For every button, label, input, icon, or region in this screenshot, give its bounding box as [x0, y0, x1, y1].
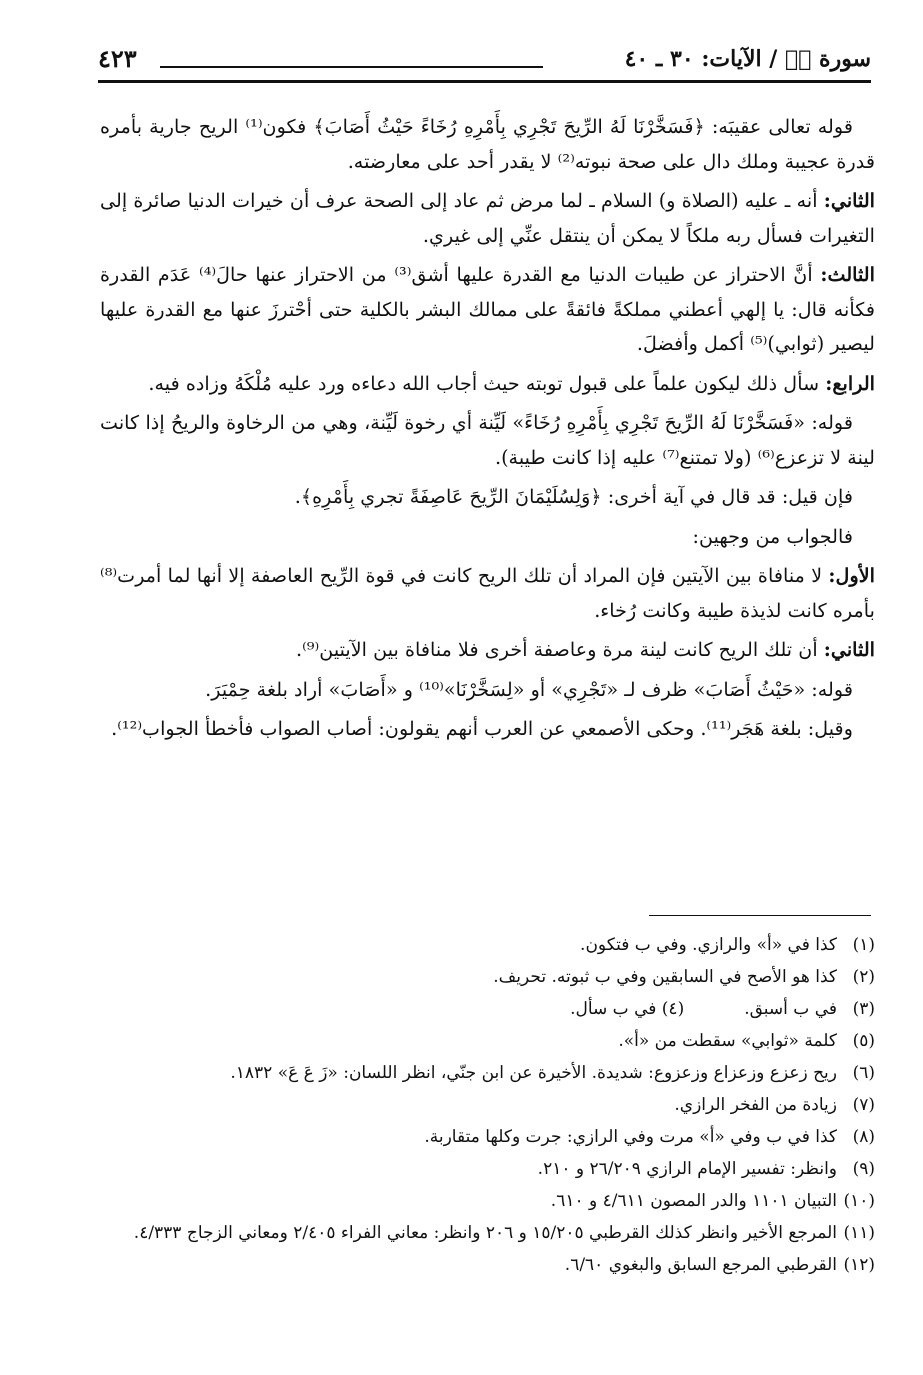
footnote: (٣) في ب أسبق. (٤) في ب سأل.: [570, 999, 875, 1019]
footnote: (١٠) التبيان ١١٠١ والدر المصون ٤/٦١١ و ٦١٠.: [550, 1191, 875, 1211]
paragraph: الثاني: أن تلك الريح كانت لينة مرة وعاصفة أخرى فلا منافاة بين الآيتين⁽⁹⁾.: [295, 638, 875, 661]
paragraph: قوله: «حَيْثُ أَصَابَ» ظرف لـ «تَجْرِي» أو «لِسَخَّرْنَا»⁽¹⁰⁾ و «أَصَابَ» أراد بلغة حِمْيَرَ.: [205, 677, 853, 701]
header-rule: [160, 66, 543, 68]
paragraph: قوله تعالى عقيبَه: ﴿فَسَخَّرْنَا لَهُ الرِّيحَ تَجْرِي بِأَمْرِهِ رُخَاءً حَيْثُ أَصَابَ﴾ فكون⁽¹⁾ الريح جارية بأمره قدرة عجيبة وملك دال على صحة نبوته⁽²⁾ لا يقدر أحد على معارضته.: [100, 115, 875, 173]
running-title: سورة صۤ / الآيات: ٣٠ ـ ٤٠: [624, 46, 871, 72]
footnote: (١) كذا في «أ» والرازي. وفي ب فتكون.: [580, 935, 875, 955]
footnote: (٨) كذا في ب وفي «أ» مرت وفي الرازي: جرت وكلها متقاربة.: [424, 1127, 875, 1147]
footnote: (١٢) القرطبي المرجع السابق والبغوي ٦/٦٠.: [564, 1255, 875, 1275]
main-text: [100, 110, 875, 752]
paragraph: قوله: «فَسَخَّرْنَا لَهُ الرِّيحَ تَجْرِي بِأَمْرِهِ رُخَاءً» لَيِّنة أي رخوة لَيِّنة، وهي من الرخاوة والريحُ إذا كانت لينة لا تزعزع⁽⁶⁾ (ولا تمتنع⁽⁷⁾ عليه إذا كانت طيبة).: [100, 411, 875, 469]
footnote: (٩) وانظر: تفسير الإمام الرازي ٢٦/٢٠٩ و ٢١٠.: [537, 1159, 875, 1179]
footnote: (٥) كلمة «ثوابي» سقطت من «أ».: [618, 1031, 875, 1051]
paragraph: الثالث: أنَّ الاحتراز عن طيبات الدنيا مع القدرة عليها أشق⁽³⁾ من الاحتراز عنها حالَ⁽⁴⁾ عَدَم القدرة فكأنه قال: يا إلهي أعطني مملكةً فائقةً على ممالك البشر بالكلية حتى أحْترزَ عنها مع القدرة عليها ليصير (ثوابي)⁽⁵⁾ أكمل وأفضلَ.: [100, 263, 875, 355]
page-header: [98, 40, 871, 82]
footnote: (٦) ريح زعزع وزعزاع وزعزوع: شديدة. الأخيرة عن ابن جنّي، انظر اللسان: «زَ عَ عَ» ١٨٣٢.: [230, 1063, 875, 1083]
footnote: (٢) كذا هو الأصح في السابقين وفي ب ثبوته. تحريف.: [493, 967, 875, 987]
footnotes: [100, 930, 875, 1282]
footnote: (٧) زيادة من الفخر الرازي.: [674, 1095, 875, 1115]
paragraph: الأول: لا منافاة بين الآيتين فإن المراد أن تلك الريح كانت في قوة الرِّيح العاصفة إلا أنها لما أمرت⁽⁸⁾ بأمره كانت لذيذة طيبة وكانت رُخاء.: [100, 564, 875, 622]
paragraph: وقيل: بلغة هَجَر⁽¹¹⁾. وحكى الأصمعي عن العرب أنهم يقولون: أصاب الصواب فأخطأ الجواب⁽¹²⁾.: [111, 717, 853, 740]
footnote-separator: [649, 915, 871, 916]
footnote: (١١) المرجع الأخير وانظر كذلك القرطبي ١٥/٢٠٥ و ٢٠٦ وانظر: معاني الفراء ٢/٤٠٥ ومعاني الزجاج ٤/٣٣٣.: [133, 1223, 875, 1243]
paragraph: الثاني: أنه ـ عليه (الصلاة و) السلام ـ لما مرض ثم عاد إلى الصحة عرف أن خيرات الدنيا صائرة إلى التغيرات فسأل ربه ملكاً لا يمكن أن ينتقل عنِّي إلى غيري.: [100, 189, 875, 247]
paragraph: فالجواب من وجهين:: [692, 524, 853, 548]
header-underline: [98, 80, 871, 83]
page-number: ٤٢٣: [98, 44, 137, 73]
paragraph: فإن قيل: قد قال في آية أخرى: ﴿وَلِسُلَيْمَانَ الرِّيحَ عَاصِفَةً تجري بِأَمْرِهِ﴾.: [294, 485, 853, 508]
paragraph: الرابع: سأل ذلك ليكون علماً على قبول توبته حيث أجاب الله دعاءه ورد عليه مُلْكَهُ وزاده فيه.: [148, 371, 875, 395]
